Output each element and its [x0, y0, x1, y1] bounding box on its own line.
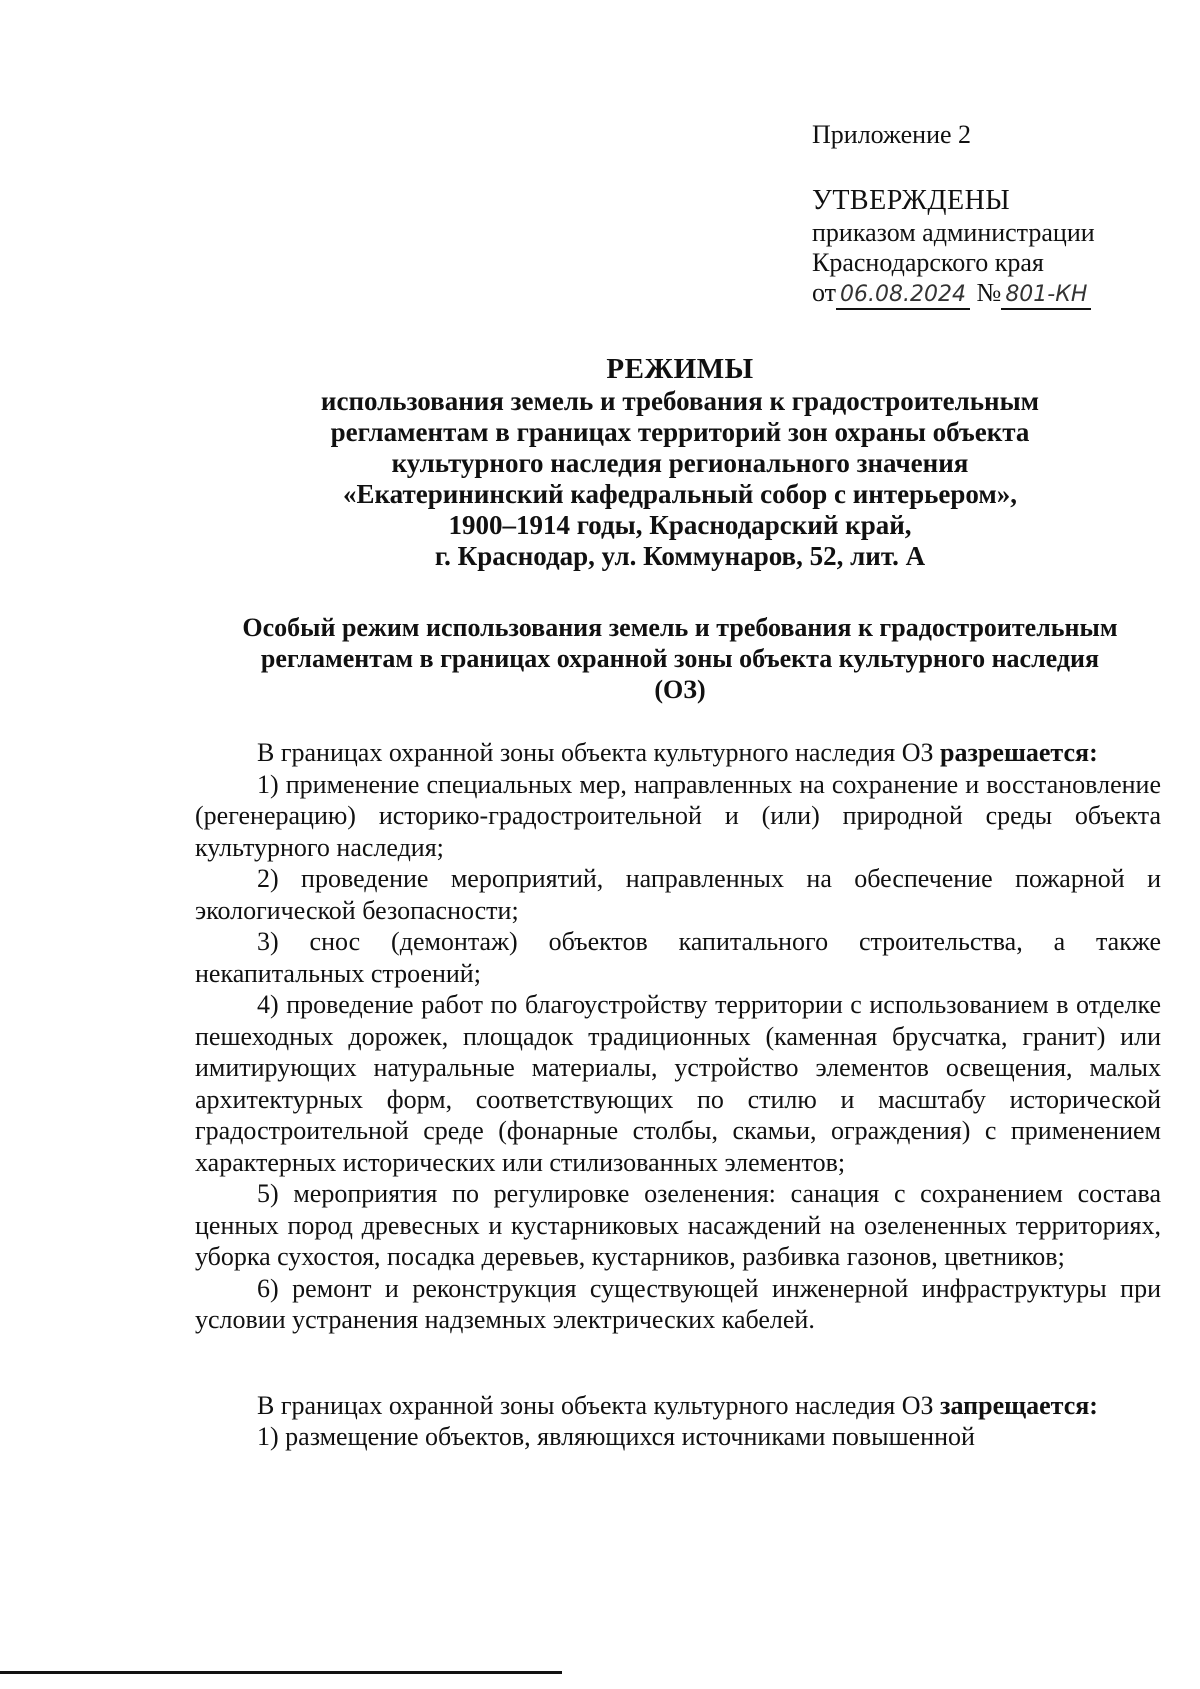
title-line: 1900–1914 годы, Краснодарский край,	[448, 510, 912, 540]
order-line-1: приказом администрации	[812, 218, 1095, 247]
allowed-intro-text: В границах охранной зоны объекта культурного наследия ОЗ	[257, 738, 934, 767]
paragraph-gap	[195, 1336, 1161, 1390]
handwritten-number: 801-КН	[1001, 282, 1091, 310]
prohibited-keyword: запрещается:	[940, 1390, 1098, 1420]
handwritten-date: 06.08.2024	[836, 282, 970, 310]
subsection-title	[130, 612, 1200, 705]
document-body	[195, 737, 1161, 1453]
title-line: «Екатерининский кафедральный собор с интерьером»,	[343, 479, 1017, 509]
allowed-item: 3) снос (демонтаж) объектов капитального строительства, а также некапитальных строений;	[195, 927, 1161, 988]
subsection-line: Особый режим использования земель и требования к градостроительным	[242, 613, 1118, 642]
title-line: культурного наследия регионального значения	[391, 448, 969, 478]
appendix-label: Приложение 2	[812, 120, 972, 149]
allowed-keyword: разрешается:	[940, 738, 1098, 767]
prohibited-item: 1) размещение объектов, являющихся источниками повышенной	[257, 1422, 975, 1451]
order-date-number	[812, 278, 1172, 310]
allowed-item: 1) применение специальных мер, направленных на сохранение и восстановление (регенерацию) историко-градостроительной и (или) природной среды объекта культурного наследия;	[195, 769, 1161, 862]
footer-dash	[545, 1672, 555, 1674]
allowed-item: 4) проведение работ по благоустройству территории с использованием в отделке пешеходных дорожек, площадок традиционных (каменная брусчатка, гранит) или имитирующих натуральные материалы, устройство элементов освещения, малых архитектурных форм, соответствующих по стилю и масштабу исторической градостроительной среде (фонарные столбы, скамьи, ограждения) с применением характерных исторических или стилизованных элементов;	[195, 990, 1161, 1177]
allowed-item: 6) ремонт и реконструкция существующей инженерной инфраструктуры при условии устранения надземных электрических кабелей.	[195, 1273, 1161, 1334]
title-line: г. Краснодар, ул. Коммунаров, 52, лит. А	[434, 541, 926, 571]
document-title	[130, 352, 1200, 572]
prohibited-intro	[195, 1390, 1161, 1422]
prohibited-intro-text: В границах охранной зоны объекта культурного наследия ОЗ	[257, 1390, 934, 1420]
allowed-item: 5) мероприятия по регулировке озеленения: санация с сохранением состава ценных пород древесных и кустарниковых насаждений на озелененных территориях, уборка сухостоя, посадка деревьев, кустарников, разбивка газонов, цветников;	[195, 1179, 1161, 1271]
title-line: регламентам в границах территорий зон охраны объекта	[330, 417, 1030, 447]
number-prefix: №	[976, 278, 1002, 307]
title-heading: РЕЖИМЫ	[606, 353, 754, 385]
order-line-2: Краснодарского края	[812, 248, 1044, 277]
approval-block	[812, 120, 1172, 310]
subsection-line: (ОЗ)	[654, 675, 706, 704]
allowed-item: 2) проведение мероприятий, направленных на обеспечение пожарной и экологической безопасности;	[195, 864, 1161, 925]
subsection-line: регламентам в границах охранной зоны объекта культурного наследия	[260, 644, 1100, 673]
approved-label: УТВЕРЖДЕНЫ	[812, 185, 1011, 216]
from-prefix: от	[812, 278, 837, 307]
footer-rule	[0, 1671, 562, 1674]
title-line: использования земель и требования к градостроительным	[320, 386, 1040, 416]
allowed-intro	[195, 737, 1161, 769]
